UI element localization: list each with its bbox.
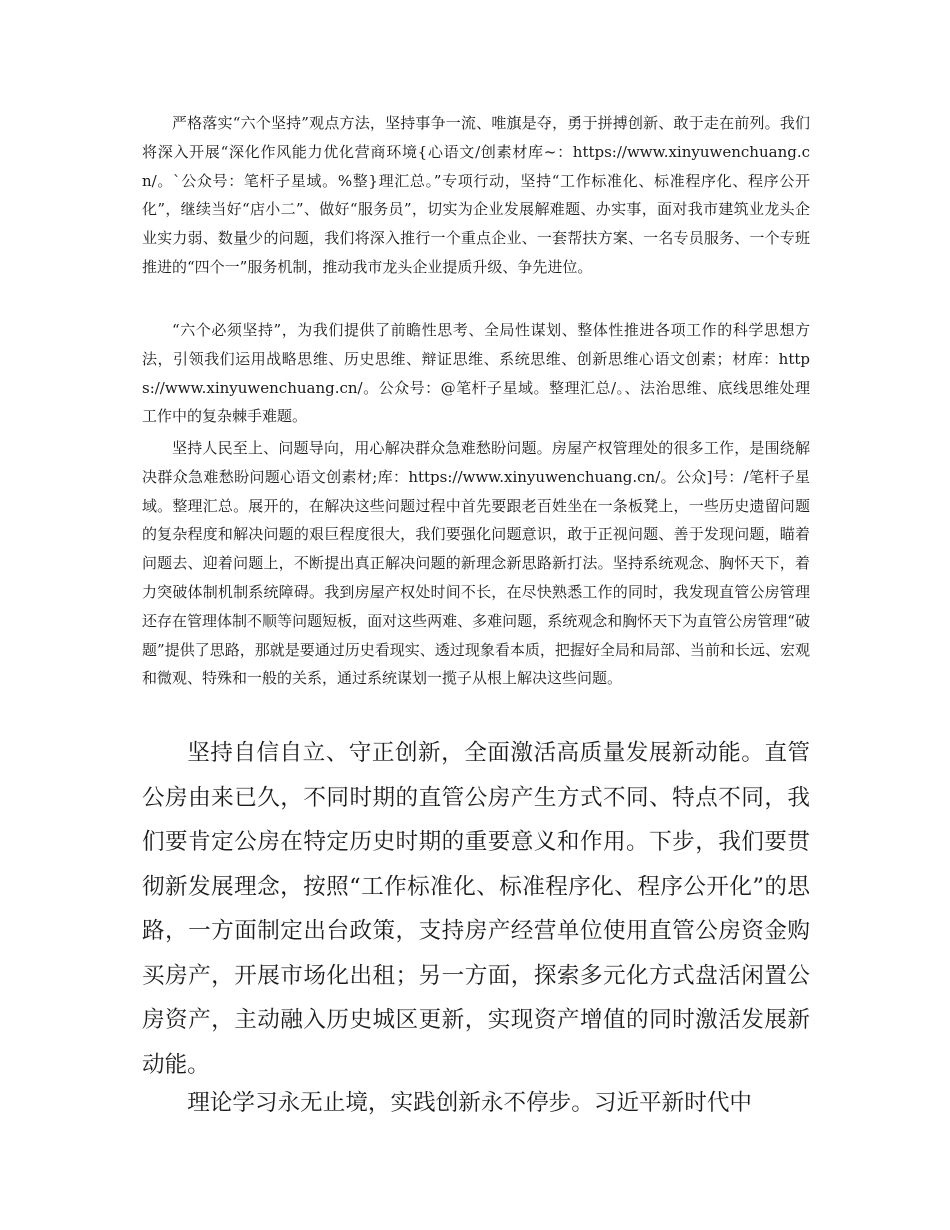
- paragraph-self-confidence-innovation: 坚持自信自立、守正创新，全面激活高质量发展新动能。直管公房由来已久，不同时期的直管公房产生方式不同、特点不同，我们要肯定公房在特定历史时期的重要意义和作用。下步，我们要贯彻新发展理念，按照“工作标准化、标准程序化、程序公开化”的思路，一方面制定出台政策，支持房产经营单位使用直管公房资金购买房产，开展市场化出租；另一方面，探索多元化方式盘活闲置公房资产，主动融入历史城区更新，实现资产增值的同时激活发展新动能。: [142, 740, 810, 1078]
- paragraph-people-first-problem-oriented: 坚持人民至上、问题导向，用心解决群众急难愁盼问题。房屋产权管理处的很多工作，是围绕解决群众急难愁盼问题心语文创素材;库：https://www.xinyuwenchuang.cn/。公众]号：/笔杆子星域。整理汇总。展开的，在解决这些问题过程中首先要跟老百姓坐在一条板凳上，一些历史遗留问题的复杂程度和解决问题的艰巨程度很大，我们要强化问题意识，敢于正视问题、善于发现问题，瞄着问题去、迎着问题上，不断提出真正解决问题的新理念新思路新打法。坚持系统观念、胸怀天下，着力突破体制机制系统障碍。我到房屋产权处时间不长，在尽快熟悉工作的同时，我发现直管公房管理还存在管理体制不顺等问题短板，面对这些两难、多难问题，系统观念和胸怀天下为直管公房管理“破题”提供了思路，那就是要通过历史看现实、透过现象看本质，把握好全局和局部、当前和长远、宏观和微观、特殊和一般的关系，通过系统谋划一揽子从根上解决这些问题。: [142, 439, 810, 688]
- paragraph-six-persistences-business-environment: 严格落实“六个坚持”观点方法，坚持事争一流、唯旗是夺，勇于拼搏创新、敢于走在前列。我们将深入开展“深化作风能力优化营商环境{心语文/创素材库~：https://www.xinyuwenchuang.cn/。`公众号：笔杆子星域。%整}理汇总。”专项行动，坚持“工作标准化、标准程序化、程序公开化”，继续当好“店小二”、做好“服务员”，切实为企业发展解难题、办实事，面对我市建筑业龙头企业实力弱、数量少的问题，我们将深入推行一个重点企业、一套帮扶方案、一名专员服务、一个专班推进的“四个一”服务机制，推动我市龙头企业提质升级、争先进位。: [142, 114, 810, 276]
- paragraph-theory-study-truncated: 理论学习永无止境，实践创新永不停步。习近平新时代中: [187, 1090, 753, 1116]
- paragraph-six-musts-thinking-methods: “六个必须坚持”，为我们提供了前瞻性思考、全局性谋划、整体性推进各项工作的科学思想方法，引领我们运用战略思维、历史思维、辩证思维、系统思维、创新思维心语文创素；材库：https://www.xinyuwenchuang.cn/。公众号：@笔杆子星域。整理汇总/。、法治思维、底线思维处理工作中的复杂棘手难题。: [142, 321, 810, 426]
